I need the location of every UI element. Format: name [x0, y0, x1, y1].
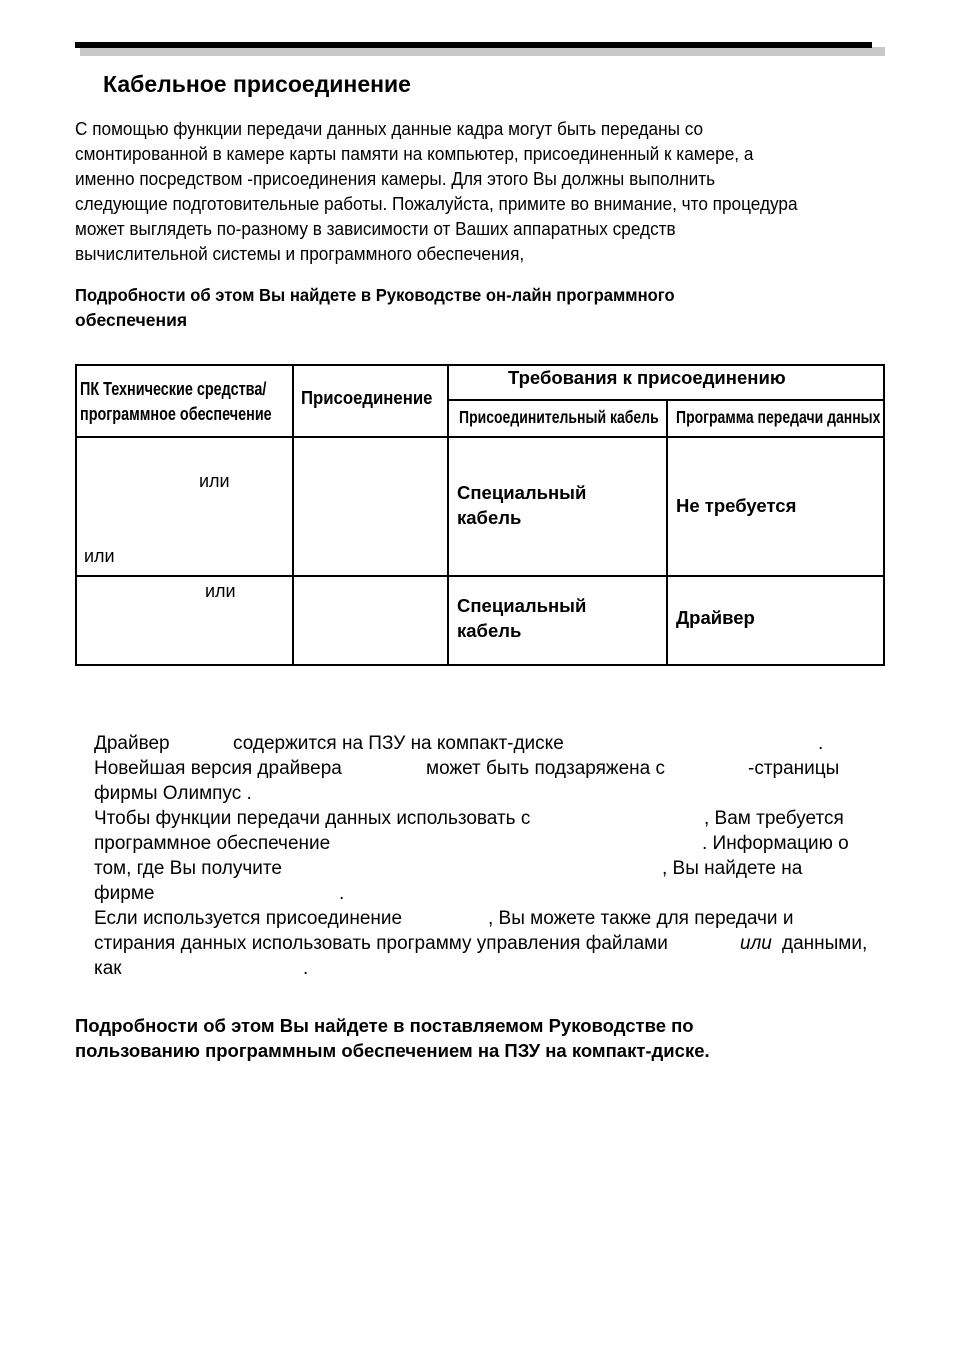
intro-line: следующие подготовительные работы. Пожалуйста, примите во внимание, что процедура — [75, 193, 798, 214]
footer-note — [75, 1013, 710, 1063]
note-fragment: , Вы найдете на — [662, 858, 803, 879]
note-fragment: данными, — [782, 933, 868, 954]
intro-line: смонтированной в камере карты памяти на компьютер, присоединенный к камере, а — [75, 143, 754, 164]
note-fragment: фирме — [94, 883, 155, 904]
footer-note-line: пользованию программным обеспечением на ПЗУ на компакт-диске. — [75, 1040, 710, 1061]
table-divider — [447, 364, 449, 666]
requirements-table — [75, 364, 885, 666]
table-divider — [75, 436, 885, 438]
header-pc: ПК Технические средства/ — [80, 379, 267, 399]
note-fragment: как — [94, 958, 122, 979]
details-note-line: обеспечения — [75, 310, 188, 330]
table-divider — [292, 364, 294, 666]
table-border — [883, 364, 885, 666]
note-fragment: -страницы — [748, 758, 840, 779]
table-border — [75, 364, 77, 666]
table-divider — [666, 399, 668, 666]
row2-cable: Специальный — [457, 595, 587, 616]
row1-program: Не требуется — [676, 495, 797, 516]
header-pc: программное обеспечение — [80, 404, 272, 424]
note-fragment: . — [303, 958, 309, 979]
header-connection: Присоединение — [301, 388, 433, 408]
note-fragment: может быть подзаряжена с — [426, 758, 666, 779]
note-fragment: , Вы можете также для передачи и — [488, 908, 794, 929]
footer-note-line: Подробности об этом Вы найдете в поставляемом Руководстве по — [75, 1015, 694, 1036]
row1-or: или — [84, 546, 115, 566]
header-requirements: Требования к присоединению — [508, 367, 786, 388]
intro-line: С помощью функции передачи данных данные кадра могут быть переданы со — [75, 118, 704, 139]
note-fragment-italic: или — [740, 933, 772, 954]
note-fragment: фирмы Олимпус . — [94, 783, 252, 804]
note-fragment: том, где Вы получите — [94, 858, 282, 879]
note-fragment: Чтобы функции передачи данных использовать с — [94, 808, 531, 829]
row1-cable: Специальный — [457, 482, 587, 503]
subheader-program: Программа передачи данных — [676, 407, 881, 427]
note-fragment: Если используется присоединение — [94, 908, 403, 929]
section-heading: Кабельное присоединение — [103, 71, 411, 97]
note-fragment: содержится на ПЗУ на компакт-диске — [233, 733, 564, 754]
header-rule — [75, 42, 872, 48]
row1-cable: кабель — [457, 507, 522, 528]
note-fragment: программное обеспечение — [94, 833, 331, 854]
row2-or: или — [205, 581, 236, 601]
note-fragment: . — [339, 883, 345, 904]
table-border — [75, 664, 885, 666]
intro-paragraph — [75, 116, 838, 266]
note-fragment: Драйвер — [94, 733, 170, 754]
intro-line: может выглядеть по-разному в зависимости от Ваших аппаратных средств — [75, 218, 676, 239]
note-fragment: . — [818, 733, 824, 754]
note-fragment: Новейшая версия драйвера — [94, 758, 342, 779]
details-note-line: Подробности об этом Вы найдете в Руководстве он-лайн программного — [75, 285, 675, 305]
note-fragment: . Информацию о — [702, 833, 849, 854]
row1-or: или — [199, 471, 230, 491]
note-fragment: стирания данных использовать программу управления файлами — [94, 933, 668, 954]
table-border — [75, 364, 885, 366]
row2-cable: кабель — [457, 620, 522, 641]
row2-program: Драйвер — [676, 607, 755, 628]
intro-line: вычислительной системы и программного обеспечения, — [75, 243, 525, 264]
header-rule-shadow — [80, 47, 885, 56]
subheader-cable: Присоединительный кабель — [459, 407, 659, 427]
table-divider — [75, 575, 885, 577]
intro-line: именно посредством -присоединения камеры. Для этого Вы должны выполнить — [75, 168, 716, 189]
note-fragment: , Вам требуется — [704, 808, 844, 829]
